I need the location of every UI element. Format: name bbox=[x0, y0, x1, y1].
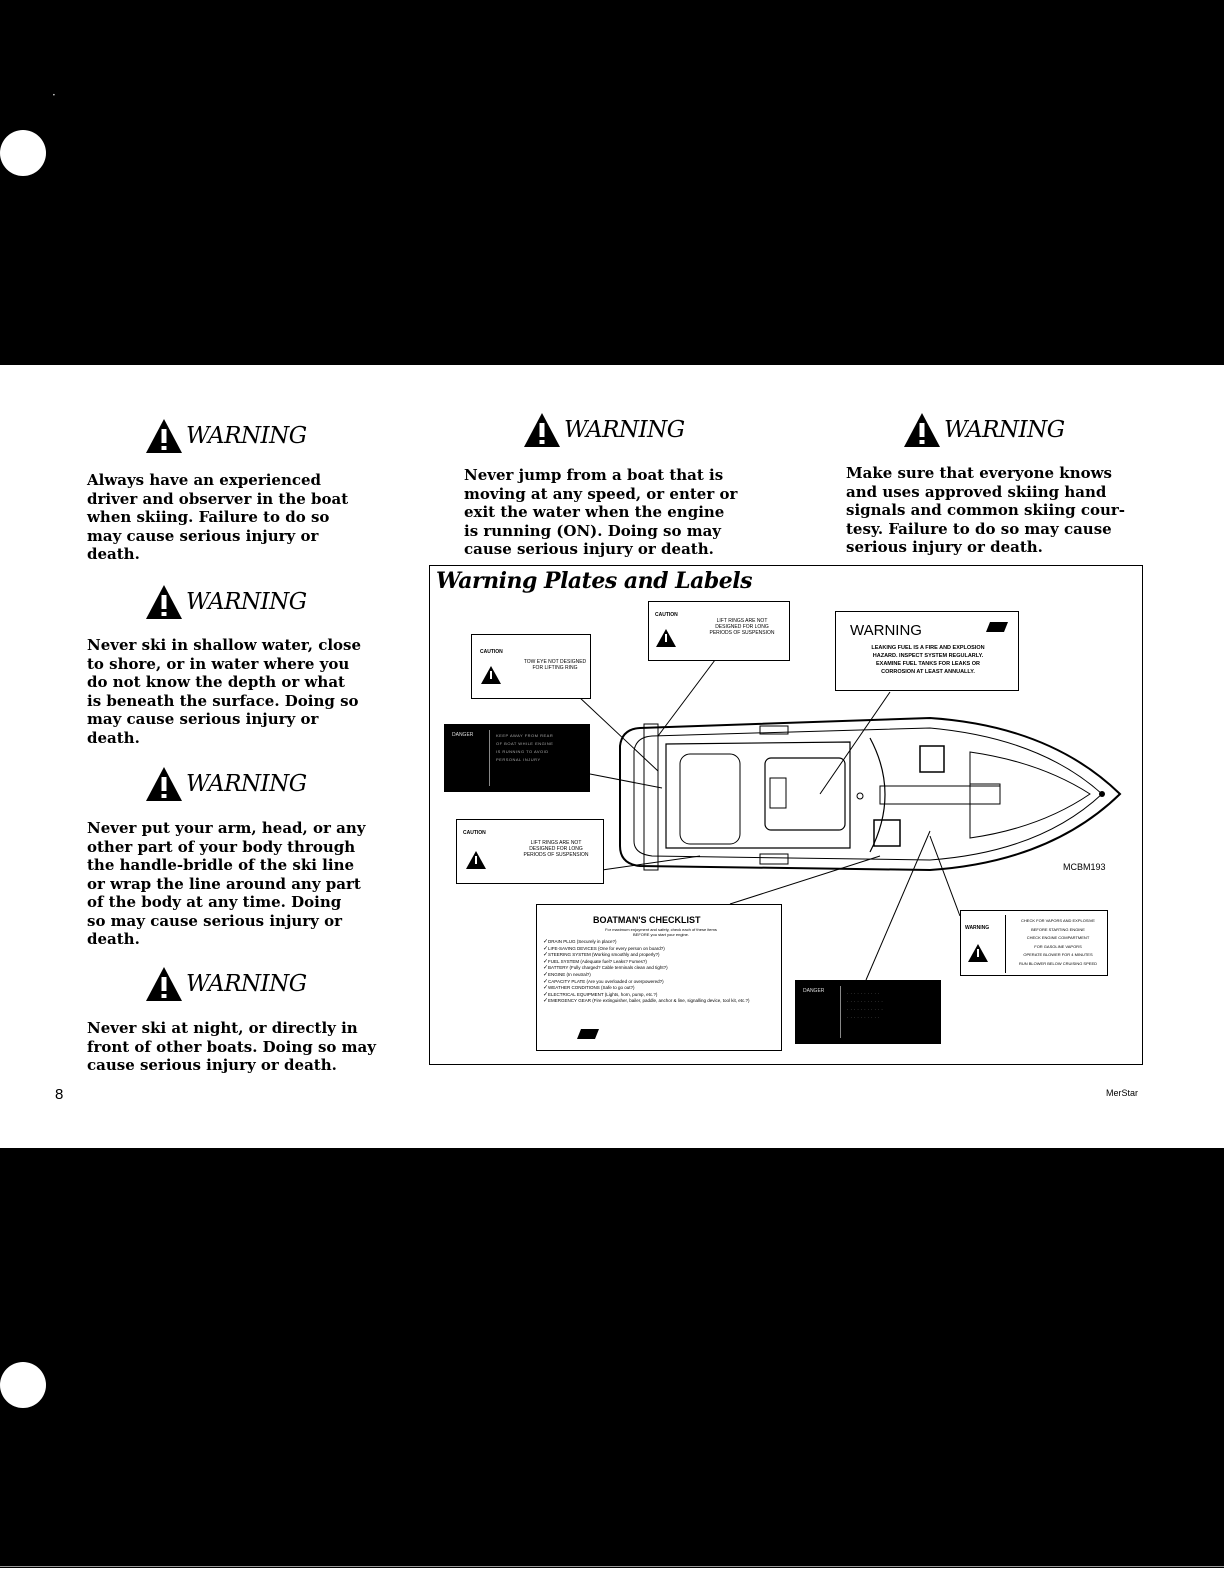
figure-title: Warning Plates and Labels bbox=[436, 568, 753, 594]
label-tag: CAUTION bbox=[655, 612, 678, 618]
brand-logo-icon bbox=[986, 622, 1008, 632]
warning-title: WARNING bbox=[186, 589, 307, 615]
plate-title: WARNING bbox=[850, 622, 922, 639]
danger-label bbox=[795, 980, 941, 1044]
checklist-item: ✓ EMERGENCY GEAR (Fire extinguisher, bailer, paddle, anchor & line, signalling device, tool kit, etc.?) bbox=[543, 998, 777, 1005]
danger-rear-label bbox=[444, 724, 590, 792]
boatmans-checklist-plate bbox=[536, 904, 782, 1051]
checklist-items bbox=[543, 939, 777, 1005]
warning-title: WARNING bbox=[944, 417, 1065, 443]
warning-text: Always have an experienced driver and observer in the boat when skiing. Failure to do so may cause serious injury or death. bbox=[87, 471, 349, 563]
punch-hole bbox=[0, 1362, 46, 1408]
warning-heading bbox=[144, 964, 307, 1004]
warning-heading bbox=[144, 416, 307, 456]
warning-text: Never ski in shallow water, close to shore, or in water where you do not know the depth or what is beneath the surface. Doing so may cause serious injury or death. bbox=[87, 636, 362, 747]
divider bbox=[1005, 915, 1006, 973]
figure-code: MCBM193 bbox=[1063, 862, 1106, 872]
warning-text: Never jump from a boat that is moving at any speed, or enter or exit the water when the engine is running (ON). Doing so may cause serious injury or death. bbox=[464, 466, 738, 558]
divider bbox=[840, 986, 841, 1038]
warning-title: WARNING bbox=[186, 423, 307, 449]
bottom-black-band bbox=[0, 1148, 1224, 1568]
warning-fuel-plate bbox=[835, 611, 1019, 691]
warning-triangle-icon bbox=[655, 628, 677, 648]
warning-text: Never put your arm, head, or any other part of your body through the handle-bridle of the ski line or wrap the line around any part of the body at any time. Doing so may cause serious injury or death. bbox=[87, 819, 366, 948]
brand-name: MerStar bbox=[1106, 1088, 1139, 1098]
warning-triangle-icon bbox=[144, 964, 184, 1004]
warning-triangle-icon bbox=[522, 410, 562, 450]
label-text: TOW EYE NOT DESIGNED FOR LIFTING RING bbox=[523, 659, 587, 671]
footer-rule bbox=[0, 1566, 1224, 1567]
punch-hole bbox=[0, 130, 46, 176]
label-text: CHECK FOR VAPORS AND EXPLOSIVE BEFORE STARTING ENGINE CHECK ENGINE COMPARTMENT FOR GASOLINE VAPORS OPERATE BLOWER FOR 4 MINUTES RUN BLOWER BELOW CRUISING SPEED bbox=[1018, 918, 1097, 966]
caution-lift-rings-label bbox=[456, 819, 604, 884]
checklist-item: ✓ ELECTRICAL EQUIPMENT (Lights, horn, pump, etc.?) bbox=[543, 992, 777, 999]
label-tag: DANGER bbox=[803, 988, 825, 994]
warning-heading bbox=[144, 764, 307, 804]
label-tag: CAUTION bbox=[480, 649, 503, 655]
warning-triangle-icon bbox=[480, 665, 502, 685]
brand-logo-icon bbox=[577, 1029, 599, 1039]
label-tag: DANGER bbox=[452, 732, 474, 738]
warning-triangle-icon bbox=[144, 582, 184, 622]
warning-triangle-icon bbox=[465, 850, 487, 870]
page-number: 8 bbox=[55, 1086, 64, 1103]
checklist-item: ✓ FUEL SYSTEM (Adequate fuel? Leaks? Fumes?) bbox=[543, 959, 777, 966]
checklist-item: ✓ CAPACITY PLATE (Are you overloaded or overpowered?) bbox=[543, 979, 777, 986]
label-text: LIFT RINGS ARE NOT DESIGNED FOR LONG PERIODS OF SUSPENSION bbox=[709, 618, 775, 636]
warning-heading bbox=[144, 582, 307, 622]
scan-speck: · bbox=[52, 88, 56, 102]
checklist-intro: For maximum enjoyment and safety, check each of these items BEFORE you start your engine. bbox=[605, 927, 717, 937]
warning-triangle-icon bbox=[144, 416, 184, 456]
warning-triangle-icon bbox=[902, 410, 942, 450]
warning-text: Never ski at night, or directly in front of other boats. Doing so may cause serious injury or death. bbox=[87, 1019, 376, 1074]
warning-title: WARNING bbox=[186, 971, 307, 997]
caution-lift-rings-label bbox=[648, 601, 790, 661]
checklist-item: ✓ WEATHER CONDITIONS (Safe to go out?) bbox=[543, 985, 777, 992]
warning-text: Make sure that everyone knows and uses approved skiing hand signals and common skiing cour- tesy. Failure to do so may cause serious injury or death. bbox=[846, 464, 1125, 556]
warning-title: WARNING bbox=[564, 417, 685, 443]
warning-heading bbox=[902, 410, 1065, 450]
divider bbox=[489, 730, 490, 786]
warning-triangle-icon bbox=[967, 943, 989, 963]
label-text: KEEP AWAY FROM REAR OF BOAT WHILE ENGINE IS RUNNING TO AVOID PERSONAL INJURY bbox=[496, 733, 554, 762]
warning-vapor-label bbox=[960, 910, 1108, 976]
warning-title: WARNING bbox=[186, 771, 307, 797]
checklist-item: ✓ STEERING SYSTEM (Working smoothly and properly?) bbox=[543, 952, 777, 959]
warning-triangle-icon bbox=[144, 764, 184, 804]
checklist-item: ✓ LIFE-SAVING DEVICES (One for every person on board?) bbox=[543, 946, 777, 953]
plate-text: LEAKING FUEL IS A FIRE AND EXPLOSION HAZARD. INSPECT SYSTEM REGULARLY. EXAMINE FUEL TANKS FOR LEAKS OR CORROSION AT LEAST ANNUALLY. bbox=[871, 645, 985, 675]
label-tag: CAUTION bbox=[463, 830, 486, 836]
caution-tow-eye-label bbox=[471, 634, 591, 699]
checklist-title: BOATMAN'S CHECKLIST bbox=[593, 915, 701, 925]
checklist-item: ✓ DRAIN PLUG (Securely in place?) bbox=[543, 939, 777, 946]
label-tag: WARNING bbox=[965, 925, 990, 931]
top-black-band bbox=[0, 0, 1224, 365]
label-text: LIFT RINGS ARE NOT DESIGNED FOR LONG PERIODS OF SUSPENSION bbox=[523, 840, 589, 858]
label-text: · · · · · · · · · · · · · · · · · · · · · · · · · · · · · · · · · · · · · · · · · · bbox=[847, 991, 884, 1020]
warning-plates-figure bbox=[429, 565, 1143, 1065]
checklist-item: ✓ ENGINE (In neutral?) bbox=[543, 972, 777, 979]
checklist-item: ✓ BATTERY (Fully charged? Cable terminals clean and tight?) bbox=[543, 965, 777, 972]
warning-heading bbox=[522, 410, 685, 450]
